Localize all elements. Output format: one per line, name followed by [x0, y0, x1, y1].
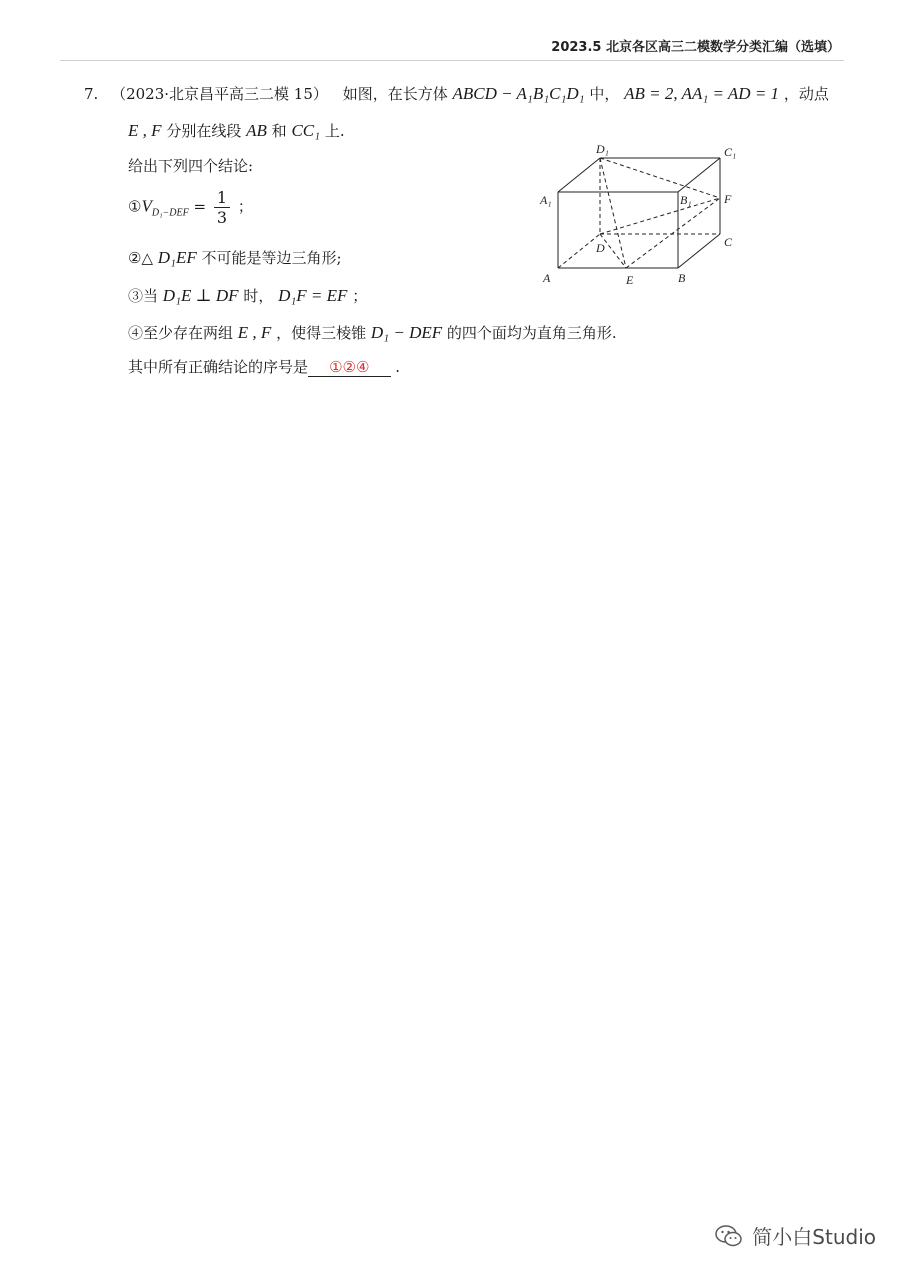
segment-ef: [626, 198, 720, 268]
label-a: A: [543, 271, 551, 285]
conclusion-4: [128, 323, 617, 343]
answer-prompt-text: 其中所有正确结论的序号是: [128, 358, 309, 376]
edge-b1c1: [678, 158, 720, 192]
label-b: B: [678, 271, 686, 285]
segment-df: [600, 198, 720, 234]
conclusion-3-mid: 时，: [243, 287, 274, 305]
conclusion-3-marker: ③当: [128, 287, 159, 305]
triangle-name: D₁EF: [157, 248, 197, 267]
volume-subscript: D₁−DEF: [151, 207, 189, 219]
equal-length-claim: D₁F = EF: [278, 286, 348, 305]
question-source: （2023·北京昌平高三二模 15）: [111, 85, 328, 103]
edge-ad-hidden: [558, 234, 600, 268]
perpendicular-condition: D₁E ⊥ DF: [162, 286, 239, 305]
watermark: [714, 1221, 876, 1250]
conclusion-1-end: ；: [237, 197, 253, 216]
fraction-one-third: [214, 188, 230, 227]
question-mid: 中，: [589, 85, 620, 103]
conclusion-1-marker: ①: [128, 197, 142, 216]
question-line1-end: ，动点: [783, 85, 829, 103]
label-c: C: [724, 235, 733, 249]
given-statement: 给出下列四个结论:: [128, 157, 254, 175]
label-f: F: [724, 192, 732, 206]
label-c1: C₁: [724, 145, 737, 159]
solid-name: ABCD − A₁B₁C₁D₁: [452, 84, 585, 103]
length-condition: AB = 2, AA₁ = AD = 1: [624, 84, 780, 103]
edge-bc: [678, 234, 720, 268]
question-intro: 如图，在长方体: [342, 85, 448, 103]
conclusion-2-text: 不可能是等边三角形;: [201, 249, 342, 267]
conclusion-4-marker: ④至少存在两组: [128, 324, 234, 342]
question-line2-and: 和: [271, 122, 287, 140]
conclusion-4-points: E , F: [237, 323, 272, 342]
conclusion-2: [128, 248, 342, 268]
conclusion-3: [128, 286, 367, 306]
moving-points: E , F: [128, 121, 162, 140]
fraction-numerator: 1: [214, 188, 230, 208]
fraction-denominator: 3: [216, 208, 228, 228]
segment-ab: AB: [246, 121, 267, 140]
header-divider: [60, 60, 844, 61]
answer-prompt-end: .: [395, 358, 401, 376]
question-line2-end: 上.: [324, 122, 345, 140]
answer-blank: [308, 358, 391, 377]
wechat-icon: [714, 1223, 744, 1249]
volume-symbol: V: [141, 196, 152, 216]
answer-value: ①②④: [329, 358, 370, 376]
pyramid-name: D₁ − DEF: [370, 323, 443, 342]
page-header-title: 2023.5 北京各区高三二模数学分类汇编（选填）: [551, 40, 840, 55]
label-a1: A₁: [540, 193, 552, 207]
question-line2-mid: 分别在线段: [166, 122, 242, 140]
watermark-text: 简小白Studio: [752, 1225, 876, 1249]
segment-cc1: CC₁: [291, 121, 321, 140]
question-number: 7.: [84, 85, 99, 103]
label-b1: B₁: [680, 193, 692, 207]
conclusion-2-marker: ②△: [128, 249, 153, 267]
conclusion-4-end: 的四个面均为直角三角形.: [446, 324, 617, 342]
cuboid-diagram: [538, 140, 748, 295]
conclusion-4-mid: ，使得三棱锥: [276, 324, 367, 342]
label-d: D: [596, 241, 605, 255]
conclusion-1: [128, 188, 253, 227]
label-e: E: [626, 273, 634, 287]
edge-a1d1: [558, 158, 600, 192]
question-line-1: [84, 84, 829, 104]
question-line-2: [128, 121, 345, 141]
conclusion-3-end: ；: [352, 287, 368, 305]
answer-prompt: [128, 358, 400, 377]
equals-sign: =: [193, 197, 207, 216]
label-d1: D₁: [596, 142, 609, 156]
